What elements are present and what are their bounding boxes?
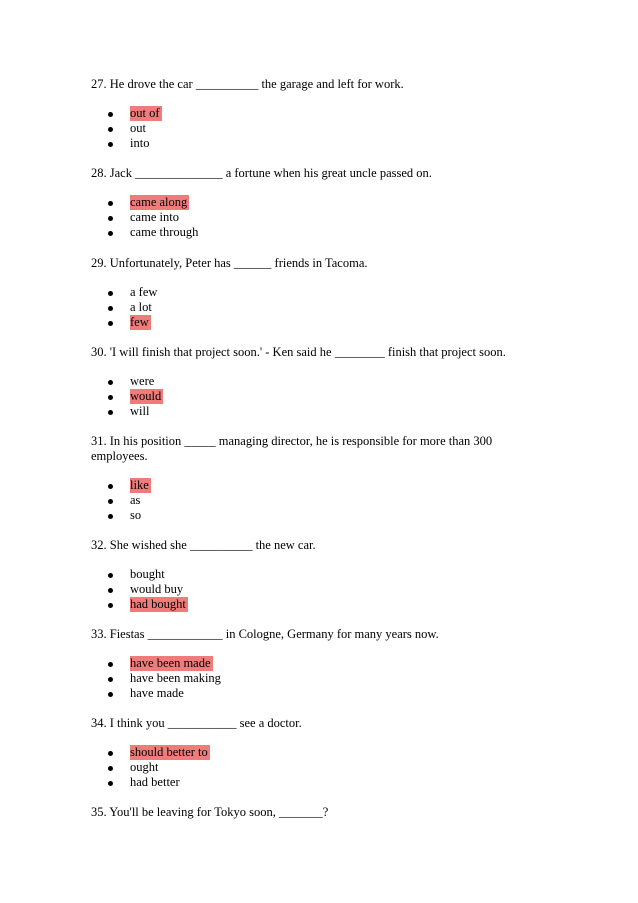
option-text: came through: [130, 225, 199, 239]
bullet-icon: [108, 692, 113, 697]
option-text: will: [130, 404, 150, 418]
question-29: 29. Unfortunately, Peter has ______ friends in Tacoma.: [91, 256, 368, 270]
bullet-icon: [108, 142, 113, 147]
option-text: as: [130, 493, 141, 507]
bullet-icon: [108, 499, 113, 504]
option-text: a lot: [130, 300, 152, 314]
bullet-icon: [108, 766, 113, 771]
question-35: 35. You'll be leaving for Tokyo soon, _______?: [91, 805, 329, 819]
bullet-icon: [108, 380, 113, 385]
bullet-icon: [108, 231, 113, 236]
bullet-icon: [108, 573, 113, 578]
option-text: bought: [130, 567, 165, 581]
bullet-icon: [108, 127, 113, 132]
bullet-icon: [108, 216, 113, 221]
option-text: had better: [130, 775, 180, 789]
option-highlighted: like: [130, 478, 149, 492]
option-highlighted: should better to: [130, 745, 208, 759]
option-text: so: [130, 508, 142, 522]
bullet-icon: [108, 306, 113, 311]
bullet-icon: [108, 201, 113, 206]
option-highlighted: have been made: [130, 656, 211, 670]
option-text: ought: [130, 760, 159, 774]
option-text: have made: [130, 686, 184, 700]
bullet-icon: [108, 112, 113, 117]
option-text: into: [130, 136, 150, 150]
bullet-icon: [108, 395, 113, 400]
question-31: 31. In his position _____ managing director, he is responsible for more than 300 employees.: [91, 434, 493, 463]
question-30: 30. 'I will finish that project soon.' - Ken said he ________ finish that project soon.: [91, 345, 506, 359]
bullet-icon: [108, 514, 113, 519]
question-27: 27. He drove the car __________ the garage and left for work.: [91, 77, 404, 91]
option-highlighted: came along: [130, 195, 188, 209]
bullet-icon: [108, 588, 113, 593]
question-28: 28. Jack ______________ a fortune when his great uncle passed on.: [91, 166, 432, 180]
bullet-icon: [108, 321, 113, 326]
option-highlighted: few: [130, 315, 149, 329]
option-text: came into: [130, 210, 179, 224]
bullet-icon: [108, 484, 113, 489]
option-text: out: [130, 121, 146, 135]
bullet-icon: [108, 291, 113, 296]
question-33: 33. Fiestas ____________ in Cologne, Germany for many years now.: [91, 627, 439, 641]
question-32: 32. She wished she __________ the new car.: [91, 538, 316, 552]
option-text: have been making: [130, 671, 221, 685]
option-highlighted: would: [130, 389, 162, 403]
question-34: 34. I think you ___________ see a doctor.: [91, 716, 302, 730]
bullet-icon: [108, 603, 113, 608]
bullet-icon: [108, 781, 113, 786]
bullet-icon: [108, 677, 113, 682]
option-highlighted: had bought: [130, 597, 186, 611]
option-highlighted: out of: [130, 106, 160, 120]
option-text: were: [130, 374, 155, 388]
option-text: a few: [130, 285, 158, 299]
bullet-icon: [108, 410, 113, 415]
option-text: would buy: [130, 582, 184, 596]
bullet-icon: [108, 662, 113, 667]
bullet-icon: [108, 751, 113, 756]
